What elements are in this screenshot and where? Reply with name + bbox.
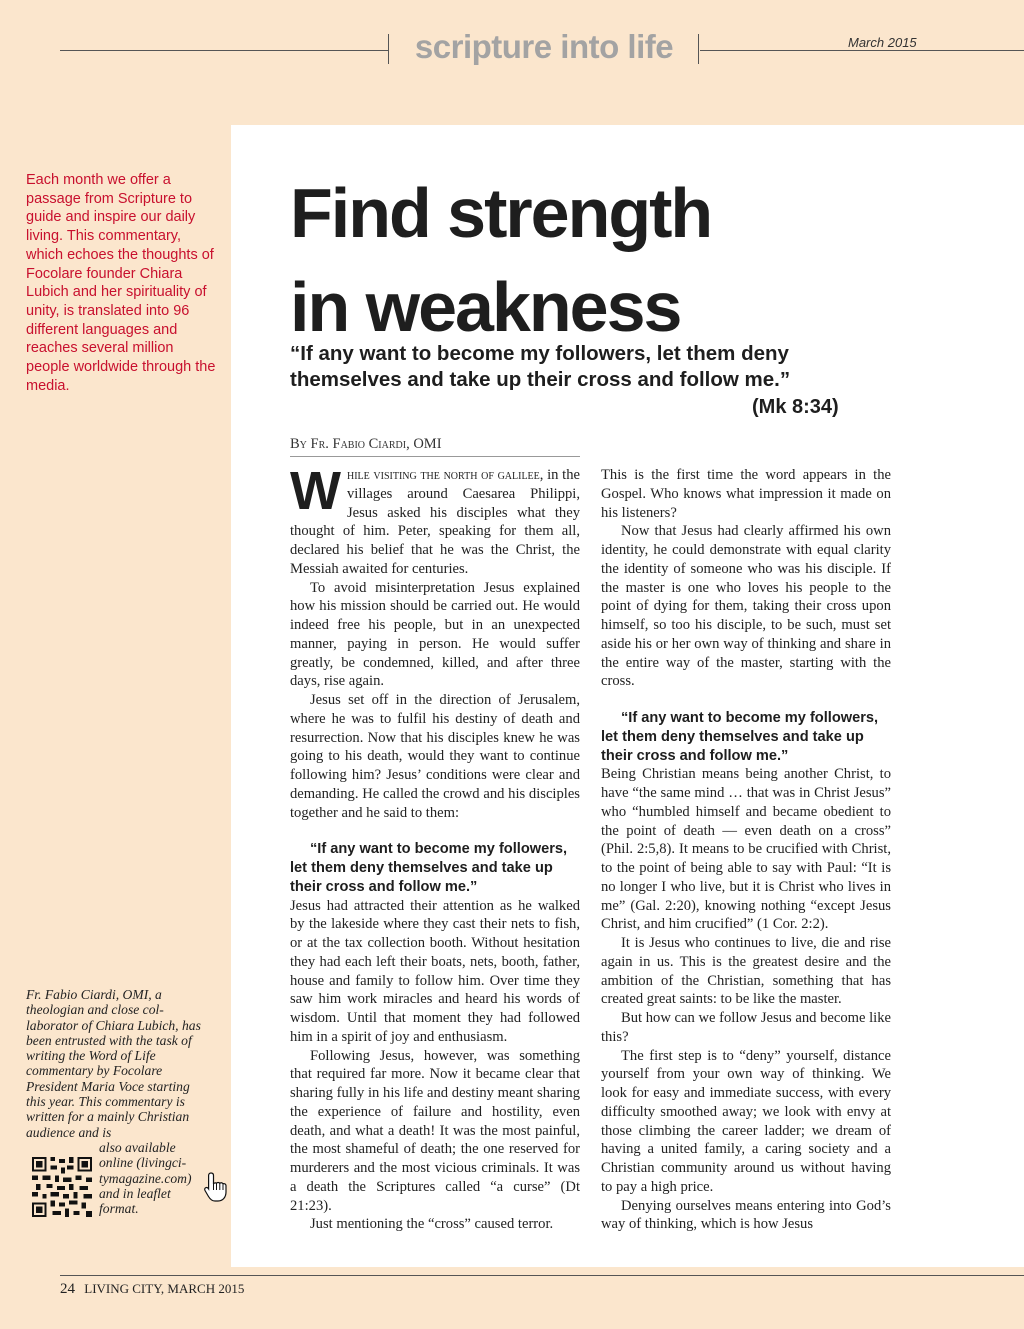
article-column-right: [601, 466, 891, 1234]
paragraph: Jesus had attracted their attention as he walked by the lakeside where they cast their nets to fish, or at the tax collection booth. Without hesitation they had each left their boats, nets, booth, father, house and family to follow him. Over time they saw him work miracles and heard his words of wisdom. Until that moment they had followed him in a spirit of joy and enthusiasm.: [290, 897, 580, 1045]
title-line-1: Find strength: [290, 174, 712, 252]
subhead: “If any want to become my followers, let them deny themselves and take up their cross and follow me.”: [601, 710, 879, 764]
paragraph: To avoid misinterpretation Jesus explained how his mission should be carried out. He would indeed free his people, but in an unexpected manner, paying in person. He would suffer greatly, be condemned, killed, and after three days, rise again.: [290, 579, 580, 690]
article-column-left: [290, 461, 580, 1234]
header-rule-right: [700, 50, 1024, 51]
article-title: [290, 166, 910, 354]
page-header: [0, 0, 1024, 90]
paragraph: Denying ourselves means entering into God’s way of thinking, which is how Jesus: [601, 1197, 891, 1233]
quote-reference: (Mk 8:34): [752, 396, 839, 418]
subhead: “If any want to become my followers, let them deny themselves and take up their cross and follow me.”: [290, 841, 568, 895]
paragraph: But how can we follow Jesus and become like this?: [601, 1010, 891, 1045]
paragraph: Now that Jesus had clearly affirmed his own identity, he could demonstrate with equal clarity the identity of someone who was his disciple. If the master is one who loves his people to the point of dying for them, taking their cross upon himself, so too his disciple, to be such, must set aside his or her own way of thinking and share in the entire way of the master, starting with the cross.: [601, 523, 891, 690]
paragraph: The first step is to “deny” yourself, distance yourself from your own way of thinking. We look for easy and immediate success, with every difficulty smoothed away; we look with envy at those climbing the career ladder; we dream of having a united family, a caring society and a Christian community around us without having to pay a high price.: [601, 1047, 891, 1195]
section-title: scripture into life: [414, 28, 674, 65]
byline: By Fr. Fabio Ciardi, OMI: [290, 436, 580, 457]
footer-rule: [60, 1275, 1024, 1276]
lead-quote: “If any want to become my followers, let them deny themselves and take up their cross and follow me.”: [290, 342, 791, 391]
paragraph: Just mentioning the “cross” caused terror.: [310, 1216, 554, 1233]
page-number: 24: [60, 1281, 75, 1297]
paragraph: This is the first time the word appears in the Gospel. Who knows what impression it made on his listeners?: [601, 467, 891, 521]
sidebar-intro: Each month we offer a passage from Scripture to guide and inspire our daily living. This commentary, which echoes the thoughts of Focolare founder Chiara Lubich and her spirituality of unity, is translated into 96 different languages and reaches several million people worldwide through the media.: [26, 172, 216, 394]
qr-code-icon[interactable]: [32, 1156, 92, 1218]
title-line-2: in weakness: [290, 268, 681, 346]
paragraph: Jesus set off in the direction of Jerusalem, where he was to fulfil his destiny of death and resurrection. Now that his disciples knew he was going to his death, would they want to continue following him? Jesus’ conditions were clear and demanding. He called the crowd and his disciples together and he said to them:: [290, 692, 580, 821]
header-divider-left: [388, 34, 389, 64]
author-bio: Fr. Fabio Ciardi, OMI, a theologian and close collaborator of Chiara Lubich, has been entrusted with the task of writing the Word of Life commentary by Focolare President Maria Voce starting this year. This commentary is written for a mainly Christian audience and is also available online (livingcitymagazine.com) and in leaflet format.: [26, 987, 201, 1217]
pointing-hand-icon: [201, 1171, 231, 1203]
paragraph: Following Jesus, however, was something that required far more. Now it became clear that sharing fully in his life and destiny meant sharing the experience of failure and hostility, even death, and what a death! It was the most painful, the most shameful of death; the one reserved for murderers and the most vicious criminals. It was a death the Scriptures called “a curse” (Dt 21:23).: [290, 1047, 580, 1214]
issue-date: March 2015: [848, 35, 917, 50]
page-footer: [60, 1281, 244, 1298]
paragraph: It is Jesus who continues to live, die and rise again in us. This is the greatest desire and the ambition of the Christian, something that has created great saints: to be like the master.: [601, 935, 891, 1008]
header-rule-left: [60, 50, 388, 51]
drop-cap: W: [290, 461, 341, 521]
paragraph: While visiting the north of galilee, in the villages around Caesarea Philippi, Jesus asked his disciples what they thought of him. Peter, speaking for them all, declared his belief that he was the Christ, the Messiah awaited for centuries.: [290, 461, 580, 577]
publication-info: LIVING CITY, MARCH 2015: [84, 1281, 245, 1296]
header-divider-right: [698, 34, 699, 64]
paragraph: Being Christian means being another Christ, to have “the same mind … that was in Christ Jesus” who “humbled himself and became obedient to the point of death — even death on a cross” (Phil. 2:5,8). It means to be crucified with Christ, to the point of being able to say with Paul: “It is no longer I who live, but it is Christ who lives in me” (Gal. 2:20), knowing nothing “except Jesus Christ, and him crucified” (1 Cor. 2:2).: [601, 766, 891, 933]
